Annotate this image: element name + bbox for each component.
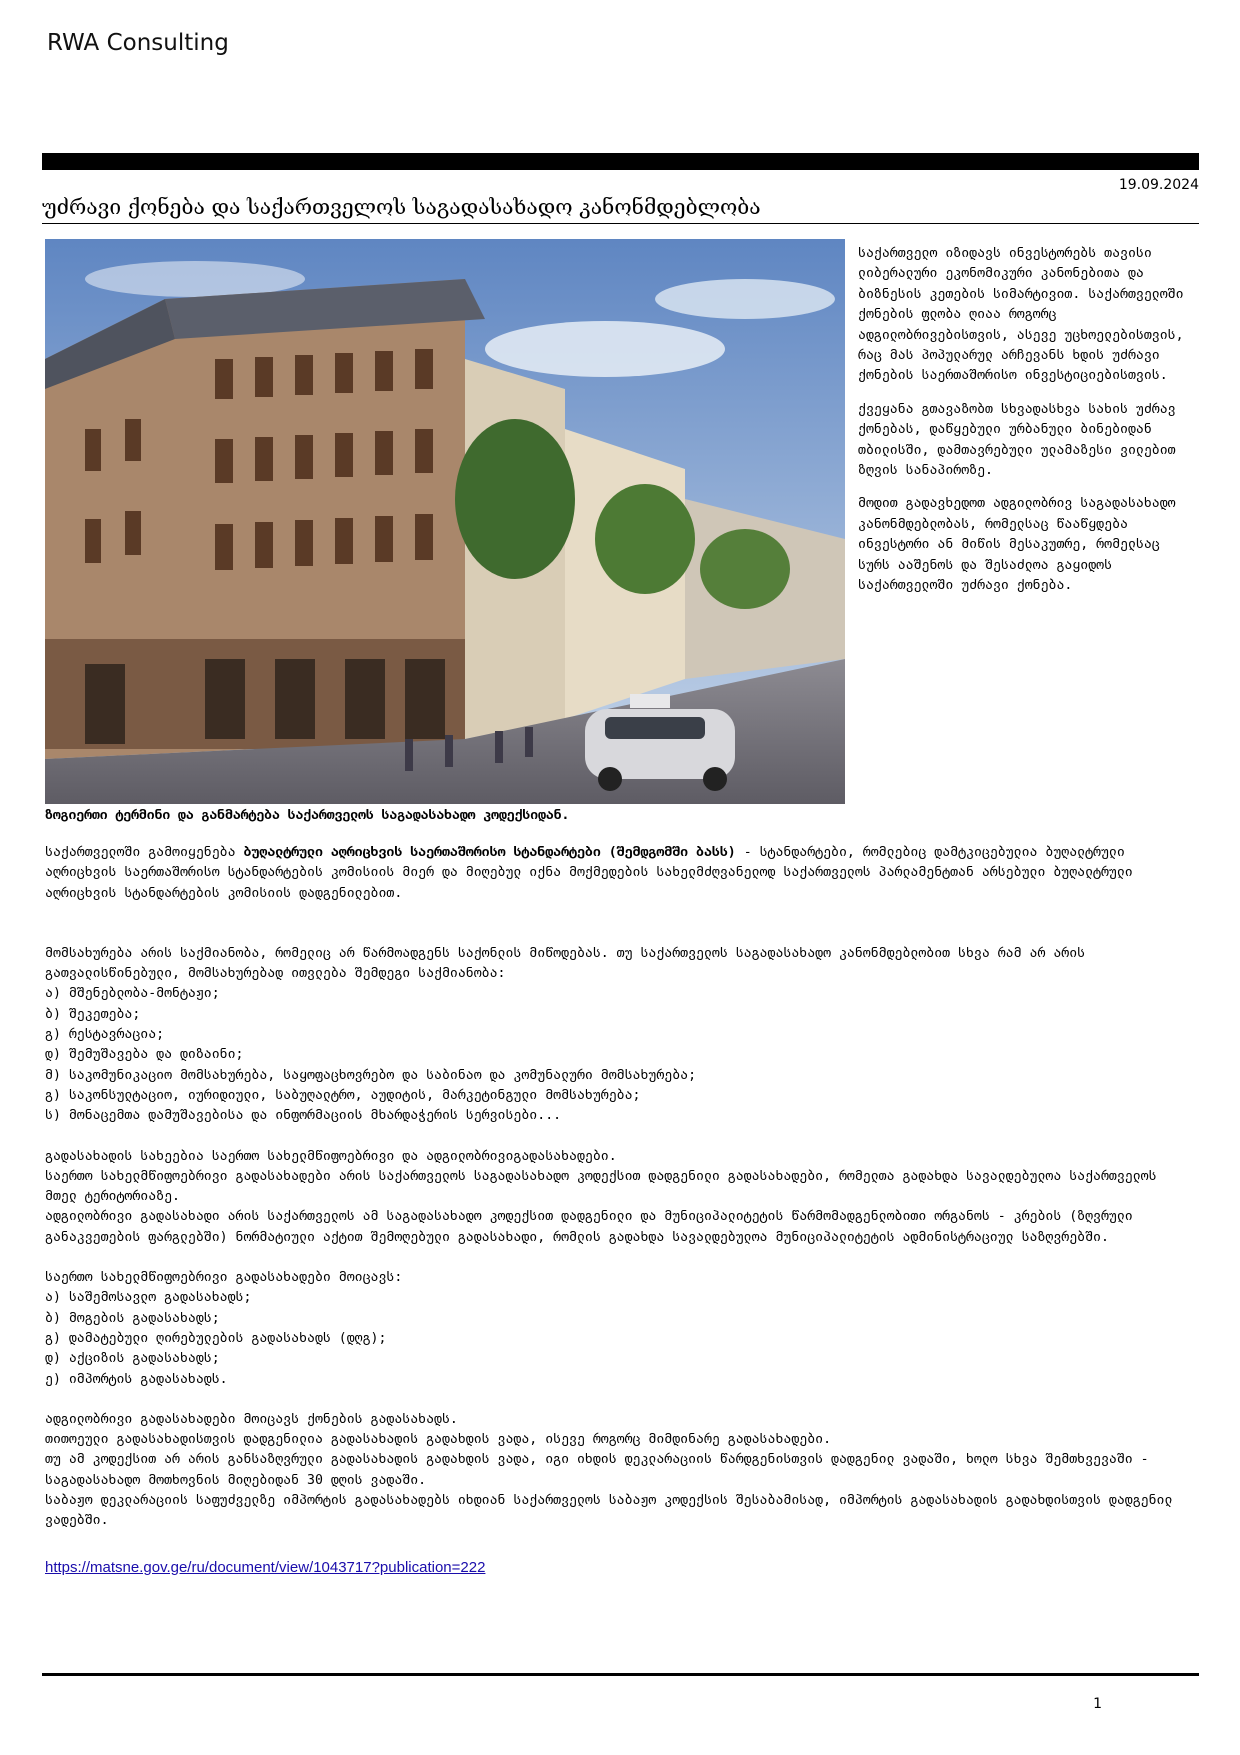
list-item: გ) რესტავრაცია; xyxy=(45,1027,165,1043)
footer-bar xyxy=(42,1673,1199,1676)
ifrs-paragraph: საქართველოში გამოიყენება ბუღალტრული აღრიცხვის საერთაშორისო სტანდარტები (შემდგომში ბასს) - სტანდარტები, რომლებიც დამტკიცებულია ბუღალტრული აღრიცხვის საერთაშორისო სტანდარტების კომისიის მიერ და მიღებულ იქნა მოქმედების სახელმძღვანელოდ საქართველოს პარლამენტთან არსებული ბუღალტრული აღრიცხვის სტანდარტების კომისიის დადგენილებით. xyxy=(45,845,1133,901)
list-item: ს) მონაცემთა დამუშავებისა და ინფორმაციის მხარდაჭერის სერვისები... xyxy=(45,1108,562,1124)
building-illustration xyxy=(45,239,845,804)
list-item: გ) დამატებული ღირებულების გადასახადს (დღგ); xyxy=(45,1330,387,1346)
source-link[interactable]: https://matsne.gov.ge/ru/document/view/1043717?publication=222 xyxy=(45,1558,486,1576)
general-taxes-intro: საერთო სახელმწიფოებრივი გადასახადები მოიცავს: xyxy=(45,1270,403,1286)
title-divider xyxy=(42,223,1199,224)
ifrs-term: ბუღალტრული აღრიცხვის საერთაშორისო სტანდარტები (შემდგომში ბასს) xyxy=(243,845,736,860)
document-title: უძრავი ქონება და საქართველოს საგადასახადო კანონმდებლობა xyxy=(42,195,761,219)
tax-types-paragraph: ადგილობრივი გადასახადი არის საქართველოს ამ საგადასახადო კოდექსით დადგენილი და მუნიციპალიტეტის წარმომადგენლობითი ორგანოს - კრების (ზღვრული განაკვეთების ფარგლებში) ნორმატიული აქტით შემოღებული გადასახადი, რომლის გადახდა სავალდებულოა მუნიციპალიტეტის ადმინისტრაციულ საზღვრებში. xyxy=(45,1209,1133,1245)
local-taxes-paragraph: თუ ამ კოდექსით არ არის განსაზღვრული გადასახადის გადახდის ვადა, იგი იხდის დეკლარაციის წარდგენისთვის დადგენილ ვადაში, ხოლო სხვა შემთხვევაში - საგადასახადო მოთხოვნის მიღებიდან 30 დღის ვადაში. xyxy=(45,1452,1149,1488)
tax-types-paragraph: საერთო სახელმწიფოებრივი გადასახადები არის საქართველოს საგადასახადო კოდექსით დადგენილი გადასახადები, რომელთა გადახდა სავალდებულოა საქართველოს მთელ ტერიტორიაზე. xyxy=(45,1168,1157,1205)
street-building-photo xyxy=(45,239,845,804)
list-item: ე) იმპორტის გადასახადს. xyxy=(45,1371,228,1387)
tax-types-paragraph: გადასახადის სახეებია საერთო სახელმწიფოებრივი და ადგილობრივიგადასახადები. xyxy=(45,1148,617,1164)
services-intro: მომსახურება არის საქმიანობა, რომელიც არ წარმოადგენს საქონლის მიწოდებას. თუ საქართველოს საგადასახადო კანონმდებლობით სხვა რამ არ არის გათვალისწინებული, მომსახურებად ითვლება შემდეგი საქმიანობა: xyxy=(45,945,1086,982)
list-item: ა) საშემოსავლო გადასახადს; xyxy=(45,1290,252,1306)
header-bar xyxy=(42,153,1199,170)
intro-column xyxy=(858,244,1198,610)
document-body xyxy=(45,843,1195,1579)
list-item: ბ) შეკეთება; xyxy=(45,1006,141,1022)
section-heading: ზოგიერთი ტერმინი და განმარტება საქართველოს საგადასახადო კოდექსიდან. xyxy=(45,808,570,823)
page-number: 1 xyxy=(1093,1696,1102,1712)
list-item: მ) საკომუნიკაციო მომსახურება, საყოფაცხოვრებო და საბინაო და კომუნალური მომსახურება; xyxy=(45,1067,697,1083)
list-item: ა) მშენებლობა-მონტაჟი; xyxy=(45,986,220,1002)
list-item: დ) აქციზის გადასახადს; xyxy=(45,1351,220,1367)
local-taxes-paragraph: თითოეული გადასახადისთვის დადგენილია გადასახადის გადახდის ვადა, ისევე როგორც მიმდინარე გადასახადები. xyxy=(45,1432,832,1448)
intro-paragraph: საქართველო იზიდავს ინვესტორებს თავისი ლიბერალური ეკონომიკური კანონებითა და ბიზნესის კეთების სიმარტივით. საქართველოში ქონების ფლობა ღიაა როგორც ადგილობრივებისთვის, ასევე უცხოელებისთვის, რაც მას პოპულარულ არჩევანს ხდის უძრავი ქონების საერთაშორისო ინვესტიციებისთვის. xyxy=(858,246,1184,384)
intro-paragraph: მოდით გადავხედოთ ადგილობრივ საგადასახადო კანონმდებლობას, რომელსაც წააწყდება ინვესტორი ან მიწის მესაკუთრე, რომელსაც სურს ააშენოს და შესაძლოა გაყიდოს საქართველოში უძრავი ქონება. xyxy=(858,496,1176,594)
intro-paragraph: ქვეყანა გთავაზობთ სხვადასხვა სახის უძრავ ქონებას, დაწყებული ურბანული ბინებიდან თბილისში, დამთავრებული ულამაზესი ვილებით ზღვის სანაპიროზე. xyxy=(858,401,1176,479)
list-item: ბ) მოგების გადასახადს; xyxy=(45,1310,220,1326)
list-item: დ) შემუშავება და დიზაინი; xyxy=(45,1047,244,1063)
list-item: გ) საკონსულტაციო, იურიდიული, საბუღალტრო, აუდიტის, მარკეტინგული მომსახურება; xyxy=(45,1087,641,1103)
local-taxes-paragraph: ადგილობრივი გადასახადები მოიცავს ქონების გადასახადს. xyxy=(45,1411,458,1427)
local-taxes-paragraph: საბაჟო დეკლარაციის საფუძველზე იმპორტის გადასახადებს იხდიან საქართველოს საბაჟო კოდექსის შესაბამისად, იმპორტის გადასახადის გადახდისთვის დადგენილ ვადებში. xyxy=(45,1493,1173,1529)
document-date: 19.09.2024 xyxy=(1118,177,1199,193)
company-name: RWA Consulting xyxy=(47,30,229,56)
